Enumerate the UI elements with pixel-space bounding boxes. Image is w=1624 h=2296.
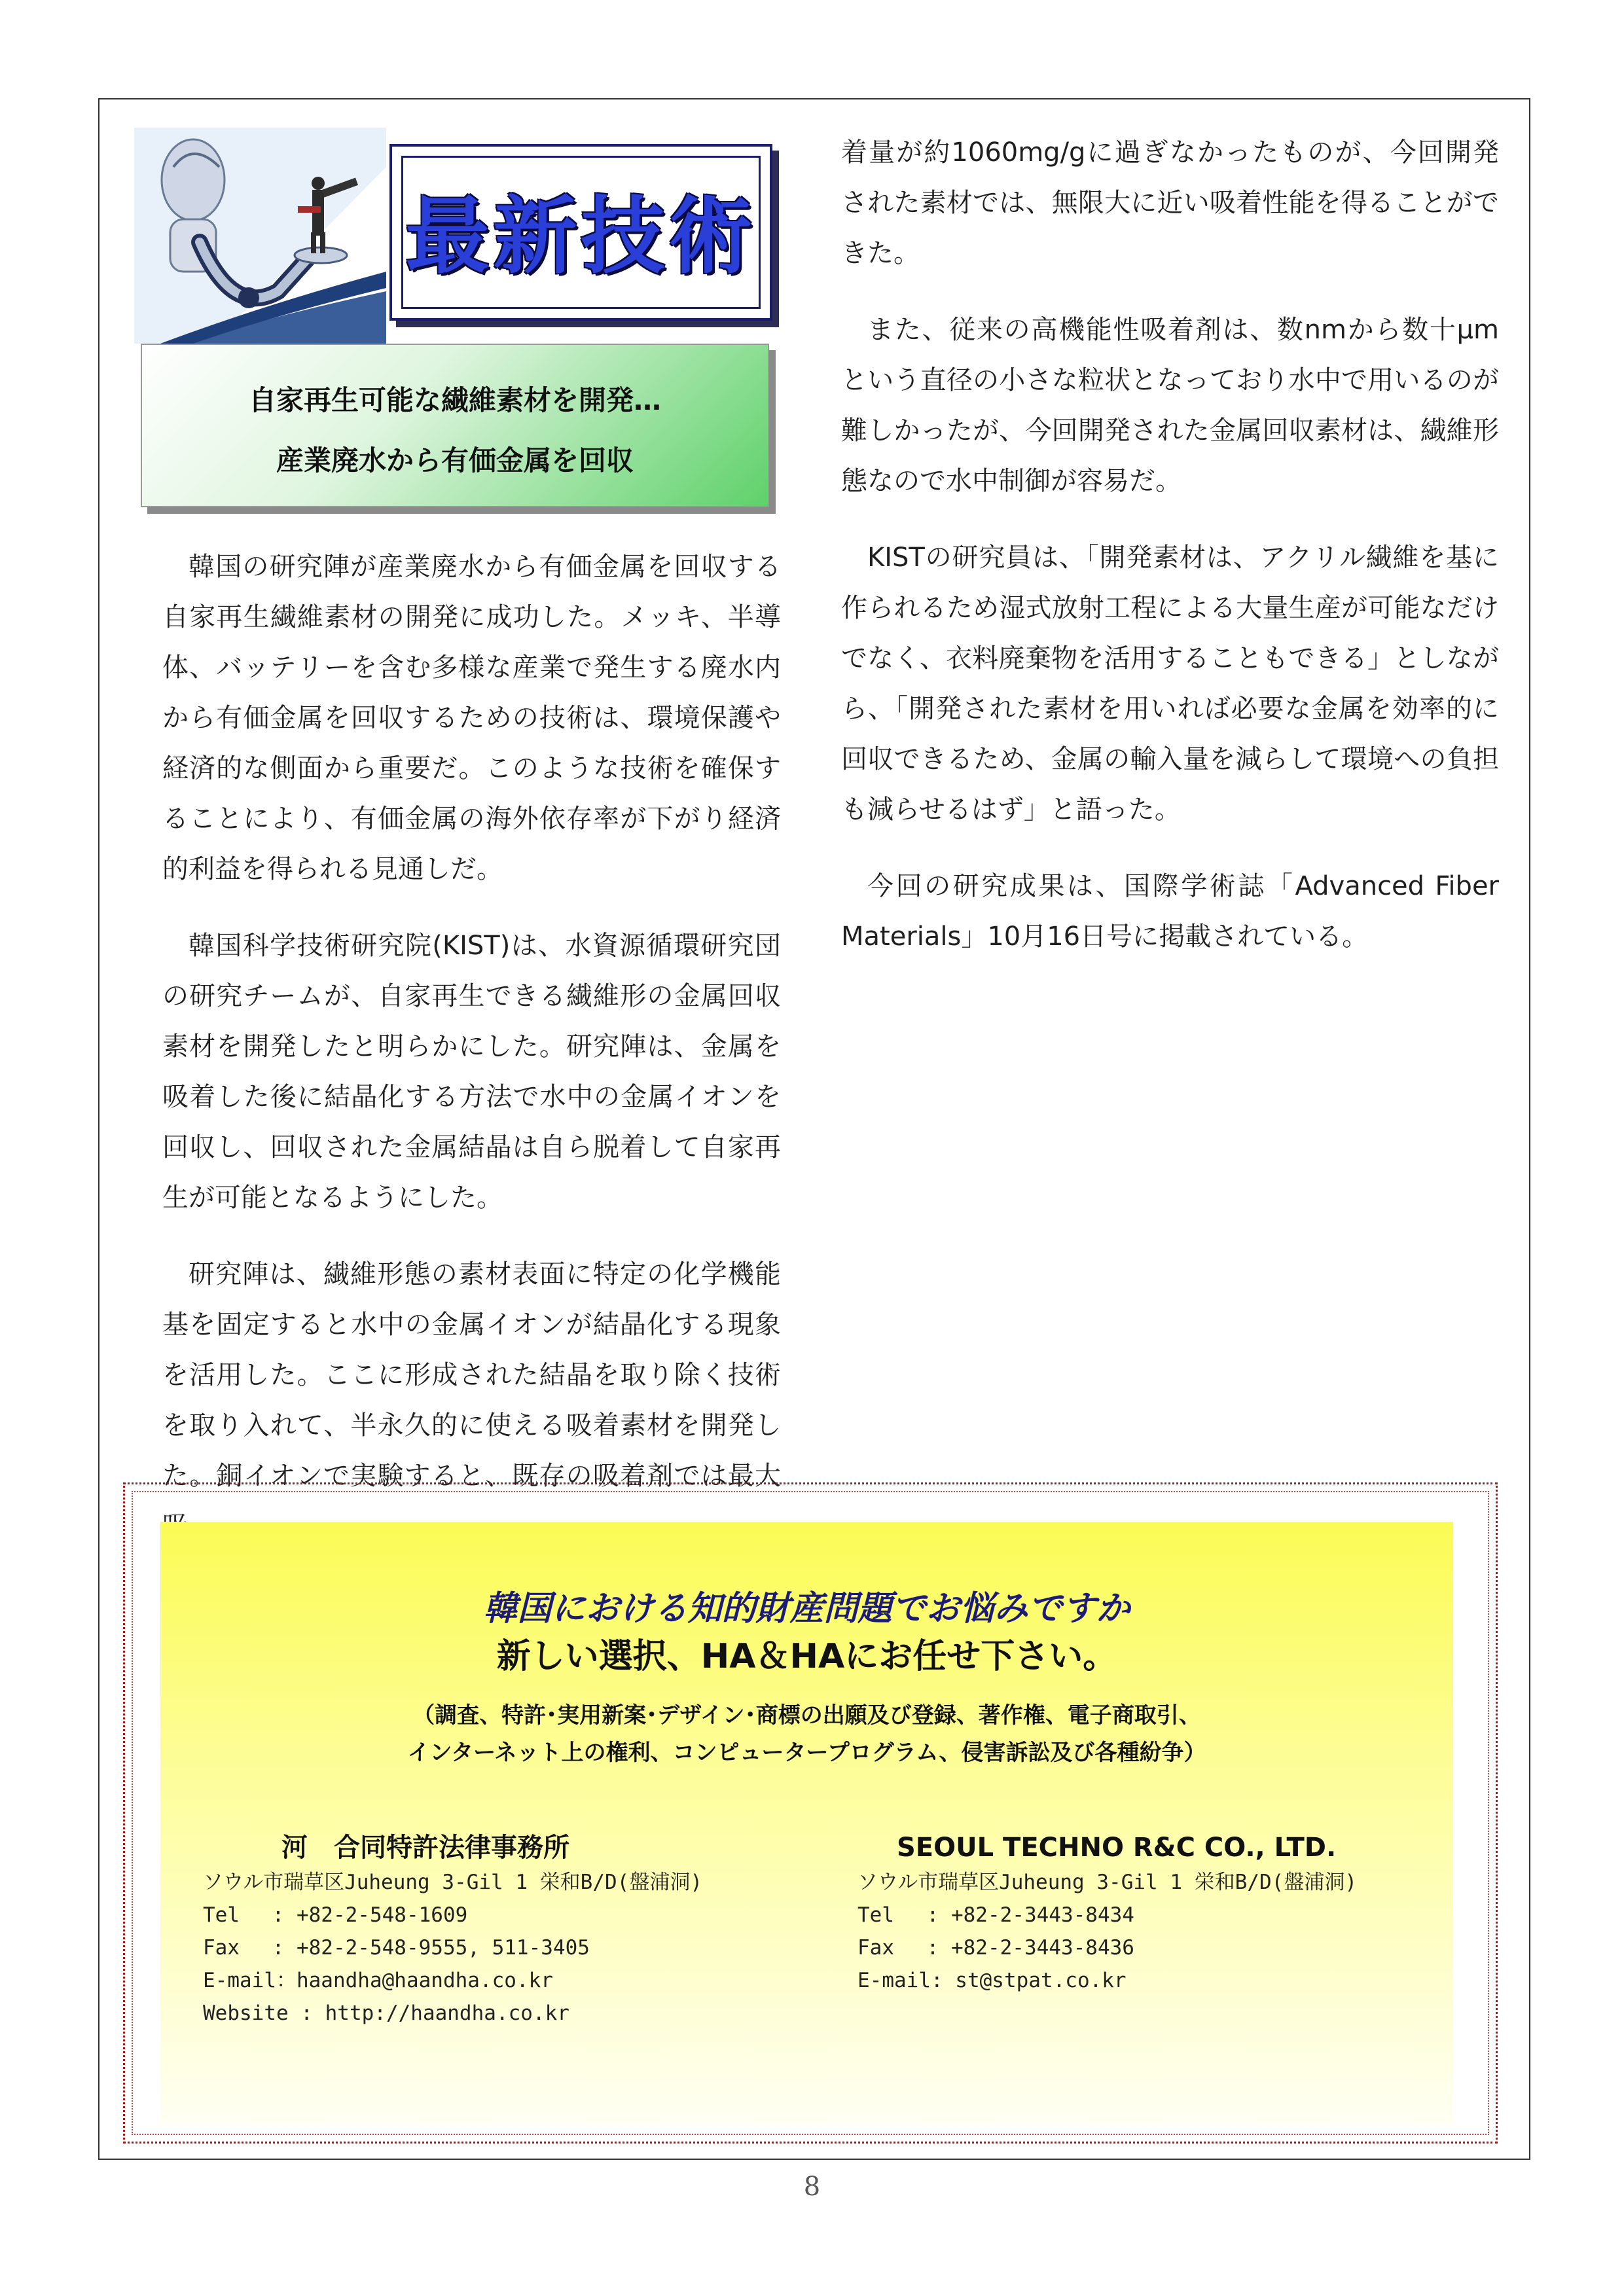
headline-line-2: 産業廃水から有価金属を回収 — [276, 444, 634, 476]
firm-website[interactable]: Website : http://haandha.co.kr — [203, 2001, 569, 2025]
article-paragraph: 着量が約1060mg/gに過ぎなかったものが、今回開発された素材では、無限大に近い吸着性能を得ることができた。 — [841, 137, 1499, 268]
firm-address: ソウル市瑞草区Juheung 3-Gil 1 栄和B/D(盤浦洞) — [203, 1871, 703, 1894]
firm-tel: Tel : +82-2-3443-8434 — [857, 1903, 1134, 1927]
firm-fax: Fax : +82-2-548-9555, 511-3405 — [203, 1936, 590, 1960]
firm-address: ソウル市瑞草区Juheung 3-Gil 1 栄和B/D(盤浦洞) — [857, 1871, 1358, 1894]
firm-contact-haandha — [203, 1829, 702, 2030]
ad-tagline: 新しい選択、HA＆HAにお任せ下さい。 — [496, 1637, 1117, 1676]
firm-contact-seoul-techno — [857, 1829, 1357, 1997]
article-paragraph: 研究陣は、繊維形態の素材表面に特定の化学機能基を固定すると水中の金属イオンが結晶化する現象を活用した。ここに形成された結晶を取り除く技術を取り入れて、半永久的に使える吸着素材を開発した。銅イオンで実験すると、既存の吸着剤では最大 — [162, 1259, 781, 1491]
headline-line-1: 自家再生可能な繊維素材を開発… — [248, 384, 661, 416]
article-paragraph: また、従来の高機能性吸着剤は、数nmから数十μmという直径の小さな粒状となっており水中で用いるのが難しかったが、今回開発された金属回収素材は、繊維形態なので水中制御が容易だ。 — [841, 315, 1499, 496]
firm-name: 河 合同特許法律事務所 — [281, 1833, 569, 1863]
article-paragraph: 韓国科学技術研究院(KIST)は、水資源循環研究団の研究チームが、自家再生できる繊維形の金属回収素材を開発したと明らかにした。研究陣は、金属を吸着した後に結晶化する方法で水中の金属イオンを回収し、回収された金属結晶は自ら脱着して自家再生が可能となるようにした。 — [162, 931, 781, 1213]
ad-services-line-2: インターネット上の権利、コンピュータープログラム、侵害訴訟及び各種紛争） — [407, 1740, 1206, 1766]
firm-fax: Fax : +82-2-3443-8436 — [857, 1936, 1134, 1960]
article-right-column — [841, 128, 1499, 988]
section-title: 最新技術 — [405, 188, 757, 285]
page-number: 8 — [803, 2172, 821, 2202]
article-paragraph: KISTの研究員は、「開発素材は、アクリル繊維を基に作られるため湿式放射工程による大量生産が可能なだけでなく、衣料廃棄物を活用することもできる」としながら、「開発された素材を用いれば必要な金属を効率的に回収できるため、金属の輸入量を減らして環境への負担も減らせるはず」と語った。 — [841, 543, 1499, 825]
article-paragraph: 韓国の研究陣が産業廃水から有価金属を回収する自家再生繊維素材の開発に成功した。メッキ、半導体、バッテリーを含む多様な産業で発生する廃水内から有価金属を回収するための技術は、環境保護や経済的な側面から重要だ。このような技術を確保することにより、有価金属の海外依存率が下がり経済的利益を得られる見通しだ。 — [162, 552, 781, 884]
firm-email[interactable]: E-mail: st@stpat.co.kr — [857, 1969, 1127, 1992]
firm-email[interactable]: E-mail：haandha@haandha.co.kr — [203, 1969, 553, 1992]
article-paragraph: 今回の研究成果は、国際学術誌「Advanced Fiber Materials」10月16日号に掲載されている。 — [841, 871, 1499, 952]
firm-name: SEOUL TECHNO R&C CO., LTD. — [897, 1833, 1337, 1863]
firm-tel: Tel : +82-2-548-1609 — [203, 1903, 468, 1927]
advertisement-box — [160, 1522, 1453, 2124]
article-left-column — [162, 542, 781, 1578]
robot-hand-illustration — [134, 128, 386, 344]
headline-box — [141, 344, 769, 507]
ad-headline: 韓国における知的財産問題でお悩みですか — [483, 1589, 1130, 1628]
ad-services-line-1: （調査、特許･実用新案･デザイン･商標の出願及び登録、著作権、電子商取引、 — [412, 1702, 1201, 1729]
section-title-box — [389, 144, 772, 321]
